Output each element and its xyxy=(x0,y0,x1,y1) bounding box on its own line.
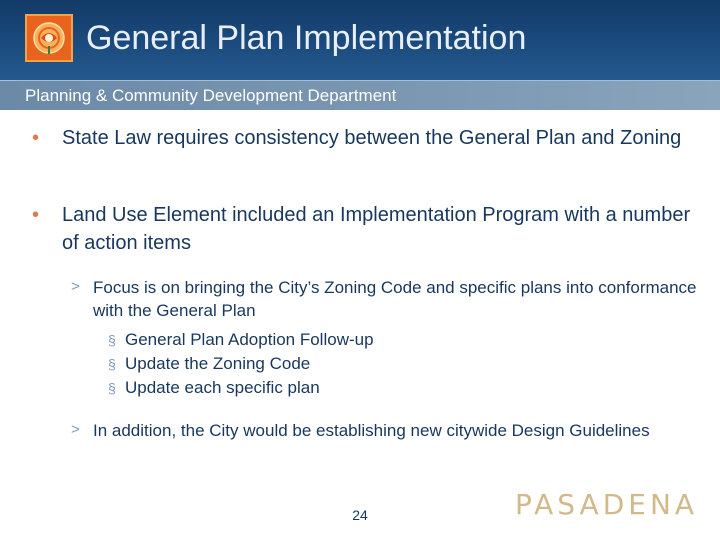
action-item: § Update the Zoning Code xyxy=(125,352,685,376)
slide-title: General Plan Implementation xyxy=(86,19,527,57)
rose-logo-icon xyxy=(25,14,73,62)
page-number: 24 xyxy=(352,507,368,523)
action-item: § Update each specific plan xyxy=(125,376,685,400)
action-item: § General Plan Adoption Follow-up xyxy=(125,328,685,352)
department-name: Planning & Community Development Department xyxy=(25,86,397,105)
bullet-item: • State Law requires consistency between the General Plan and Zoning xyxy=(62,124,702,152)
sub-bullet-item: > Focus is on bringing the City’s Zoning Code and specific plans into conformance with the General Plan xyxy=(93,276,703,322)
department-bar xyxy=(0,80,720,110)
bullet-item: • Land Use Element included an Implementation Program with a number of action items xyxy=(62,201,702,257)
pasadena-wordmark: PASADENA xyxy=(515,488,699,521)
header-banner xyxy=(0,0,720,80)
sub-bullet-item: > In addition, the City would be establishing new citywide Design Guidelines xyxy=(93,419,703,442)
